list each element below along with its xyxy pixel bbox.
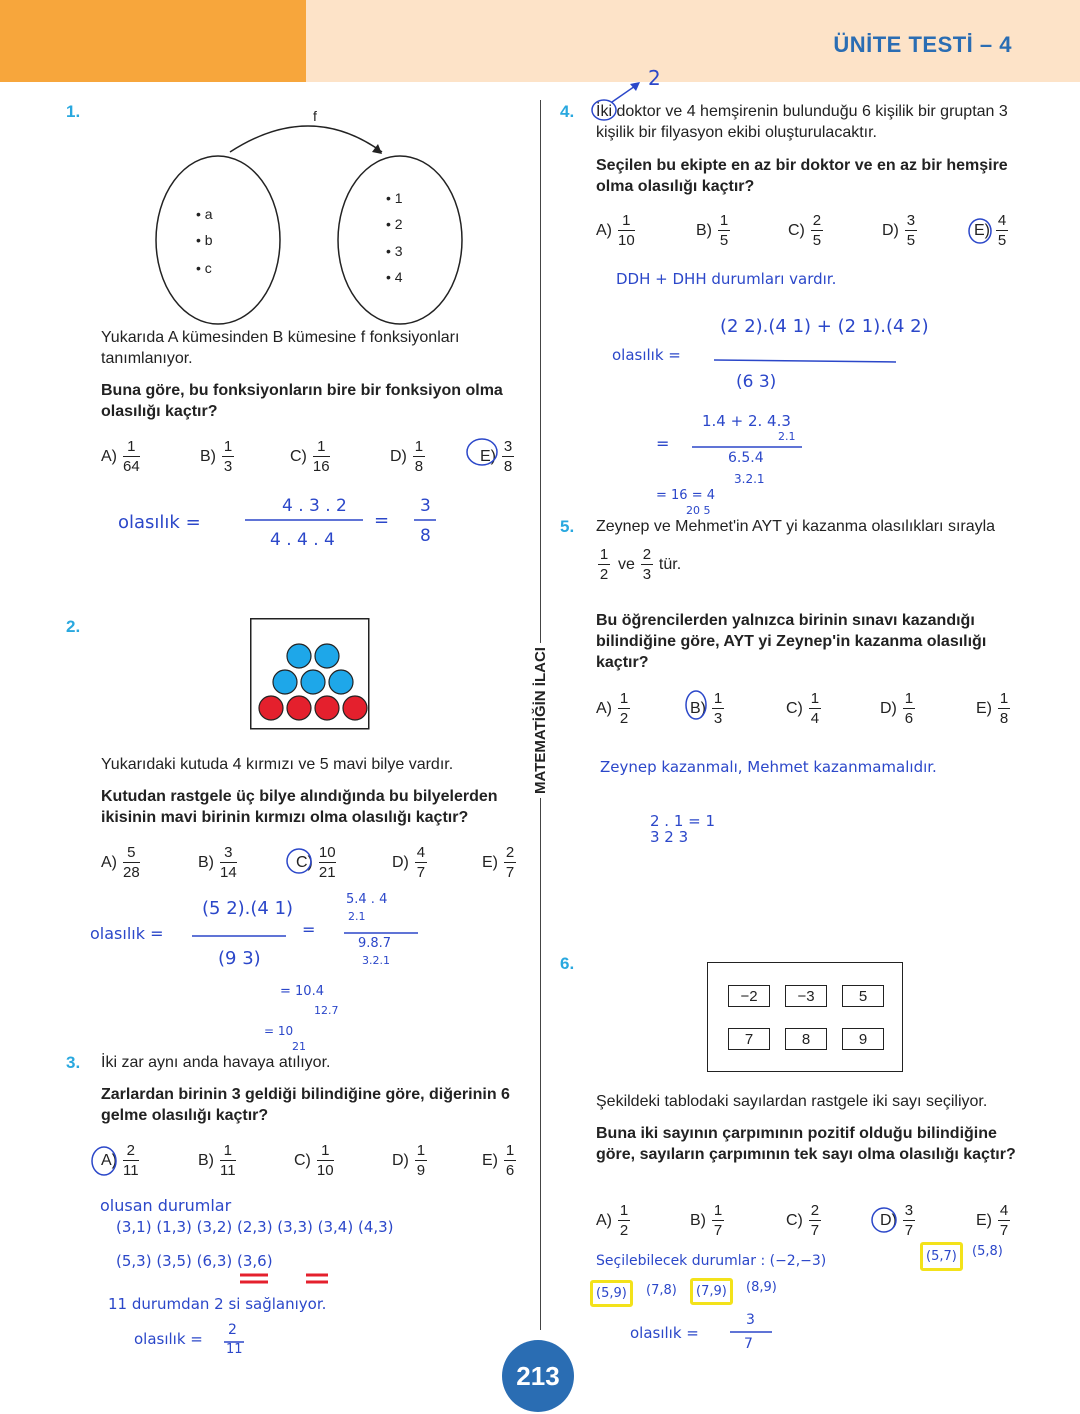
q2-hw-step: = 10.4 <box>280 984 324 999</box>
red-marble <box>315 696 339 720</box>
q2-hw-finalb: 21 <box>292 1040 306 1053</box>
q4-hw-arrow: 2 <box>648 66 661 90</box>
setB-item: • 3 <box>386 243 403 259</box>
q1-option-a[interactable]: A) $\frac{1}{64}$ <box>101 438 140 475</box>
header-accent <box>0 0 306 82</box>
q1-answer-circle <box>466 438 502 468</box>
q5-option-e[interactable]: E) $\frac{1}{8}$ <box>976 690 1009 727</box>
q4-question: Seçilen bu ekipte en az bir doktor ve en az bir hemşire olma olasılığı kaçtır? <box>596 157 1008 195</box>
q6-hw-bar <box>730 1331 774 1335</box>
q6-option-c[interactable]: C) $\frac{2}{7}$ <box>786 1202 820 1239</box>
q1-option-e[interactable]: E) $\frac{3}{8}$ <box>480 438 513 475</box>
marble-box <box>250 618 370 730</box>
blue-marble <box>301 670 325 694</box>
page-number: 213 <box>516 1360 560 1391</box>
q4-number: 4. <box>560 102 575 121</box>
q3-hw-l1: olusan durumlar <box>100 1196 232 1215</box>
q2-question: Kutudan rastgele üç bilye alındığında bu bilyelerden ikisinin mavi birinin kırmızı olma olasılığı kaçtır? <box>101 788 498 826</box>
q6-hw-l1: Seçilebilecek durumlar : (−2,−3) <box>596 1253 827 1269</box>
q4-hw-num2: 1.4 + 2. 4.3 <box>702 412 791 430</box>
q2-hw-den: (9 3) <box>218 948 261 969</box>
q4-option-d[interactable]: D) $\frac{3}{5}$ <box>882 212 916 249</box>
q4-option-b[interactable]: B) $\frac{1}{5}$ <box>696 212 729 249</box>
q3-text: İki zar aynı anda havaya atılıyor. <box>101 1054 331 1071</box>
q1-option-b[interactable]: B) $\frac{1}{3}$ <box>200 438 233 475</box>
q6-hw-l2b: (7,8) <box>646 1283 677 1298</box>
q1-option-c[interactable]: C) $\frac{1}{16}$ <box>290 438 330 475</box>
red-marble <box>259 696 283 720</box>
q6-text: Şekildeki tablodaki sayılardan rastgele iki sayı seçiliyor. <box>596 1093 988 1110</box>
q6-hw-l1a: (5,7) <box>920 1242 963 1271</box>
q6-hw-l1b: (5,8) <box>972 1244 1003 1259</box>
q5-option-c[interactable]: C) $\frac{1}{4}$ <box>786 690 820 727</box>
q2-hw-num: (5 2).(4 1) <box>202 898 294 919</box>
q6-option-b[interactable]: B) $\frac{1}{7}$ <box>690 1202 723 1239</box>
f-label: f <box>313 108 317 124</box>
q4-answer-circle <box>968 218 994 246</box>
q6-number: 6. <box>560 954 575 973</box>
q3-number: 3. <box>66 1053 81 1072</box>
table-cell: 5 <box>842 985 884 1007</box>
q3-option-a[interactable]: A) $\frac{2}{11}$ <box>101 1142 139 1179</box>
q1-hw-rbar <box>414 519 438 523</box>
red-marble <box>287 696 311 720</box>
spine-label <box>528 640 552 800</box>
q2-option-e[interactable]: E) $\frac{2}{7}$ <box>482 844 515 881</box>
q2-option-b[interactable]: B) $\frac{3}{14}$ <box>198 844 237 881</box>
q4-option-a[interactable]: A) $\frac{1}{10}$ <box>596 212 635 249</box>
table-cell: 8 <box>785 1028 827 1050</box>
q5-question: Bu öğrencilerden yalnızca birinin sınavı kazandığı bilindiğine göre, AYT yi Zeynep'in kazanma olasılığı kaçtır? <box>596 612 987 671</box>
q3-underline-marks <box>238 1272 338 1286</box>
table-cell: 7 <box>728 1028 770 1050</box>
q2-option-a[interactable]: A) $\frac{5}{28}$ <box>101 844 140 881</box>
q1-hw-eq: = <box>374 510 390 531</box>
q6-option-d[interactable]: D) $\frac{3}{7}$ <box>880 1202 914 1239</box>
table-cell: −3 <box>785 985 827 1007</box>
q2-option-d[interactable]: D) $\frac{4}{7}$ <box>392 844 426 881</box>
q3-option-e[interactable]: E) $\frac{1}{6}$ <box>482 1142 515 1179</box>
q1-hw-rnum: 3 <box>420 496 431 516</box>
table-cell: 9 <box>842 1028 884 1050</box>
red-marble <box>343 696 367 720</box>
q5-hw-l1: Zeynep kazanmalı, Mehmet kazanmamalıdır. <box>600 758 937 776</box>
q6-hw-l3n: 3 <box>746 1312 755 1328</box>
unit-test-title: ÜNİTE TESTİ – 4 <box>833 32 1012 57</box>
q2-hw-den2: 9.8.7 <box>358 936 392 951</box>
q2-text: Yukarıdaki kutuda 4 kırmızı ve 5 mavi bilye vardır. <box>101 756 454 773</box>
q6-hw-l3: olasılık = <box>630 1324 699 1342</box>
setA-item: • a <box>196 206 213 222</box>
setB-item: • 1 <box>386 190 403 206</box>
q3-hw-l2: (3,1) (1,3) (3,2) (2,3) (3,3) (3,4) (4,3) <box>116 1218 394 1236</box>
blue-marble <box>329 670 353 694</box>
q6-answer-circle <box>870 1206 900 1236</box>
q3-option-c[interactable]: C) $\frac{1}{10}$ <box>294 1142 334 1179</box>
q1-hw-label: olasılık = <box>118 512 201 533</box>
q1-hw-bar <box>245 519 365 523</box>
blue-marble <box>315 644 339 668</box>
q5-given-probs: $\frac{1}{2}$ ve $\frac{2}{3}$ tür. <box>599 546 682 583</box>
q1-number: 1. <box>66 102 81 121</box>
q6-hw-l2a: (5,9) <box>590 1280 633 1307</box>
q2-hw-label: olasılık = <box>90 924 164 943</box>
q3-hw-l5n: 2 <box>228 1322 237 1338</box>
q2-answer-circle <box>286 848 316 878</box>
blue-marble <box>287 644 311 668</box>
q4-option-c[interactable]: C) $\frac{2}{5}$ <box>788 212 822 249</box>
spine-text: MATEMATİĞİN İLACI <box>532 643 549 798</box>
q4-hw-final: = 16 = 4 <box>656 488 715 503</box>
q4-hw-num: (2 2).(4 1) + (2 1).(4 2) <box>720 316 929 337</box>
page-number-badge <box>502 1340 574 1412</box>
q2-hw-eq: = <box>302 920 316 939</box>
q1-hw-den: 4 . 4 . 4 <box>270 530 335 550</box>
q4-hw-num2b: 2.1 <box>778 430 796 443</box>
q1-question: Buna göre, bu fonksiyonların bire bir fonksiyon olma olasılığı kaçtır? <box>101 382 503 420</box>
setA-item: • c <box>196 260 212 276</box>
q6-option-a[interactable]: A) $\frac{1}{2}$ <box>596 1202 629 1239</box>
q2-hw-num2b: 2.1 <box>348 910 366 923</box>
q3-question: Zarlardan birinin 3 geldiği bilindiğine göre, diğerinin 6 gelme olasılığı kaçtır? <box>101 1086 510 1124</box>
q1-text: Yukarıda A kümesinden B kümesine f fonksiyonları tanımlanıyor. <box>101 329 460 367</box>
q5-text: Zeynep ve Mehmet'in AYT yi kazanma olasılıkları sırayla <box>596 518 996 535</box>
setB-item: • 2 <box>386 216 403 232</box>
q1-hw-rden: 8 <box>420 526 431 546</box>
header-bar <box>0 0 1080 82</box>
q6-hw-l2d: (8,9) <box>746 1280 777 1295</box>
q5-number: 5. <box>560 517 575 536</box>
q4-hw-bar <box>714 358 898 364</box>
q1-hw-num: 4 . 3 . 2 <box>282 496 347 516</box>
q4-hw-l1: DDH + DHH durumları vardır. <box>616 270 837 288</box>
q6-hw-l3d: 7 <box>744 1336 753 1352</box>
q4-hw-label: olasılık = <box>612 346 681 364</box>
q5-hw-l2: 2 . 1 = 1 <box>650 812 716 830</box>
q4-option-e[interactable]: E) $\frac{4}{5}$ <box>974 212 1007 249</box>
q3-option-b[interactable]: B) $\frac{1}{11}$ <box>198 1142 236 1179</box>
q5-option-b[interactable]: B) $\frac{1}{3}$ <box>690 690 723 727</box>
q3-option-d[interactable]: D) $\frac{1}{9}$ <box>392 1142 426 1179</box>
q5-option-d[interactable]: D) $\frac{1}{6}$ <box>880 690 914 727</box>
q2-hw-den2b: 3.2.1 <box>362 954 390 967</box>
q4-hw-eq: = <box>656 434 670 453</box>
q1-option-d[interactable]: D) $\frac{1}{8}$ <box>390 438 424 475</box>
q6-hw-l2c: (7,9) <box>690 1278 733 1305</box>
q2-hw-bar <box>192 935 288 939</box>
q4-hw-den: (6 3) <box>736 372 777 392</box>
q5-hw-l2b: 3 2 3 <box>650 828 689 846</box>
q3-answer-circle <box>90 1146 120 1178</box>
q2-hw-stepb: 12.7 <box>314 1004 339 1017</box>
q3-hw-l5: olasılık = <box>134 1330 203 1348</box>
q4-hw-den2b: 3.2.1 <box>734 472 765 486</box>
q2-hw-num2: 5.4 . 4 <box>346 892 388 907</box>
table-cell: −2 <box>728 985 770 1007</box>
setA-item: • b <box>196 232 213 248</box>
q5-option-a[interactable]: A) $\frac{1}{2}$ <box>596 690 629 727</box>
q3-hw-l4: 11 durumdan 2 si sağlanıyor. <box>108 1295 327 1313</box>
q3-hw-l5d: 11 <box>226 1342 243 1357</box>
number-table <box>707 962 903 1072</box>
q6-option-e[interactable]: E) $\frac{4}{7}$ <box>976 1202 1009 1239</box>
blue-marble <box>273 670 297 694</box>
setB-item: • 4 <box>386 269 403 285</box>
q2-number: 2. <box>66 617 81 636</box>
q4-hw-finalb: 20 5 <box>686 504 711 517</box>
q4-hw-den2: 6.5.4 <box>728 450 764 466</box>
q2-option-c[interactable]: C) $\frac{10}{21}$ <box>296 844 336 881</box>
q2-hw-final: = 10 <box>264 1024 294 1038</box>
q3-hw-l3: (5,3) (3,5) (6,3) (3,6) <box>116 1252 273 1270</box>
q5-answer-circle <box>684 690 710 722</box>
q6-question: Buna iki sayının çarpımının pozitif olduğu bilindiğine göre, sayıların çarpımının tek sayı olma olasılığı kaçtır? <box>596 1125 1016 1163</box>
q4-text: İki doktor ve 4 hemşirenin bulunduğu 6 kişilik bir gruptan 3 kişilik bir filyasyon ekibi oluşturulacaktır. <box>596 103 1008 141</box>
